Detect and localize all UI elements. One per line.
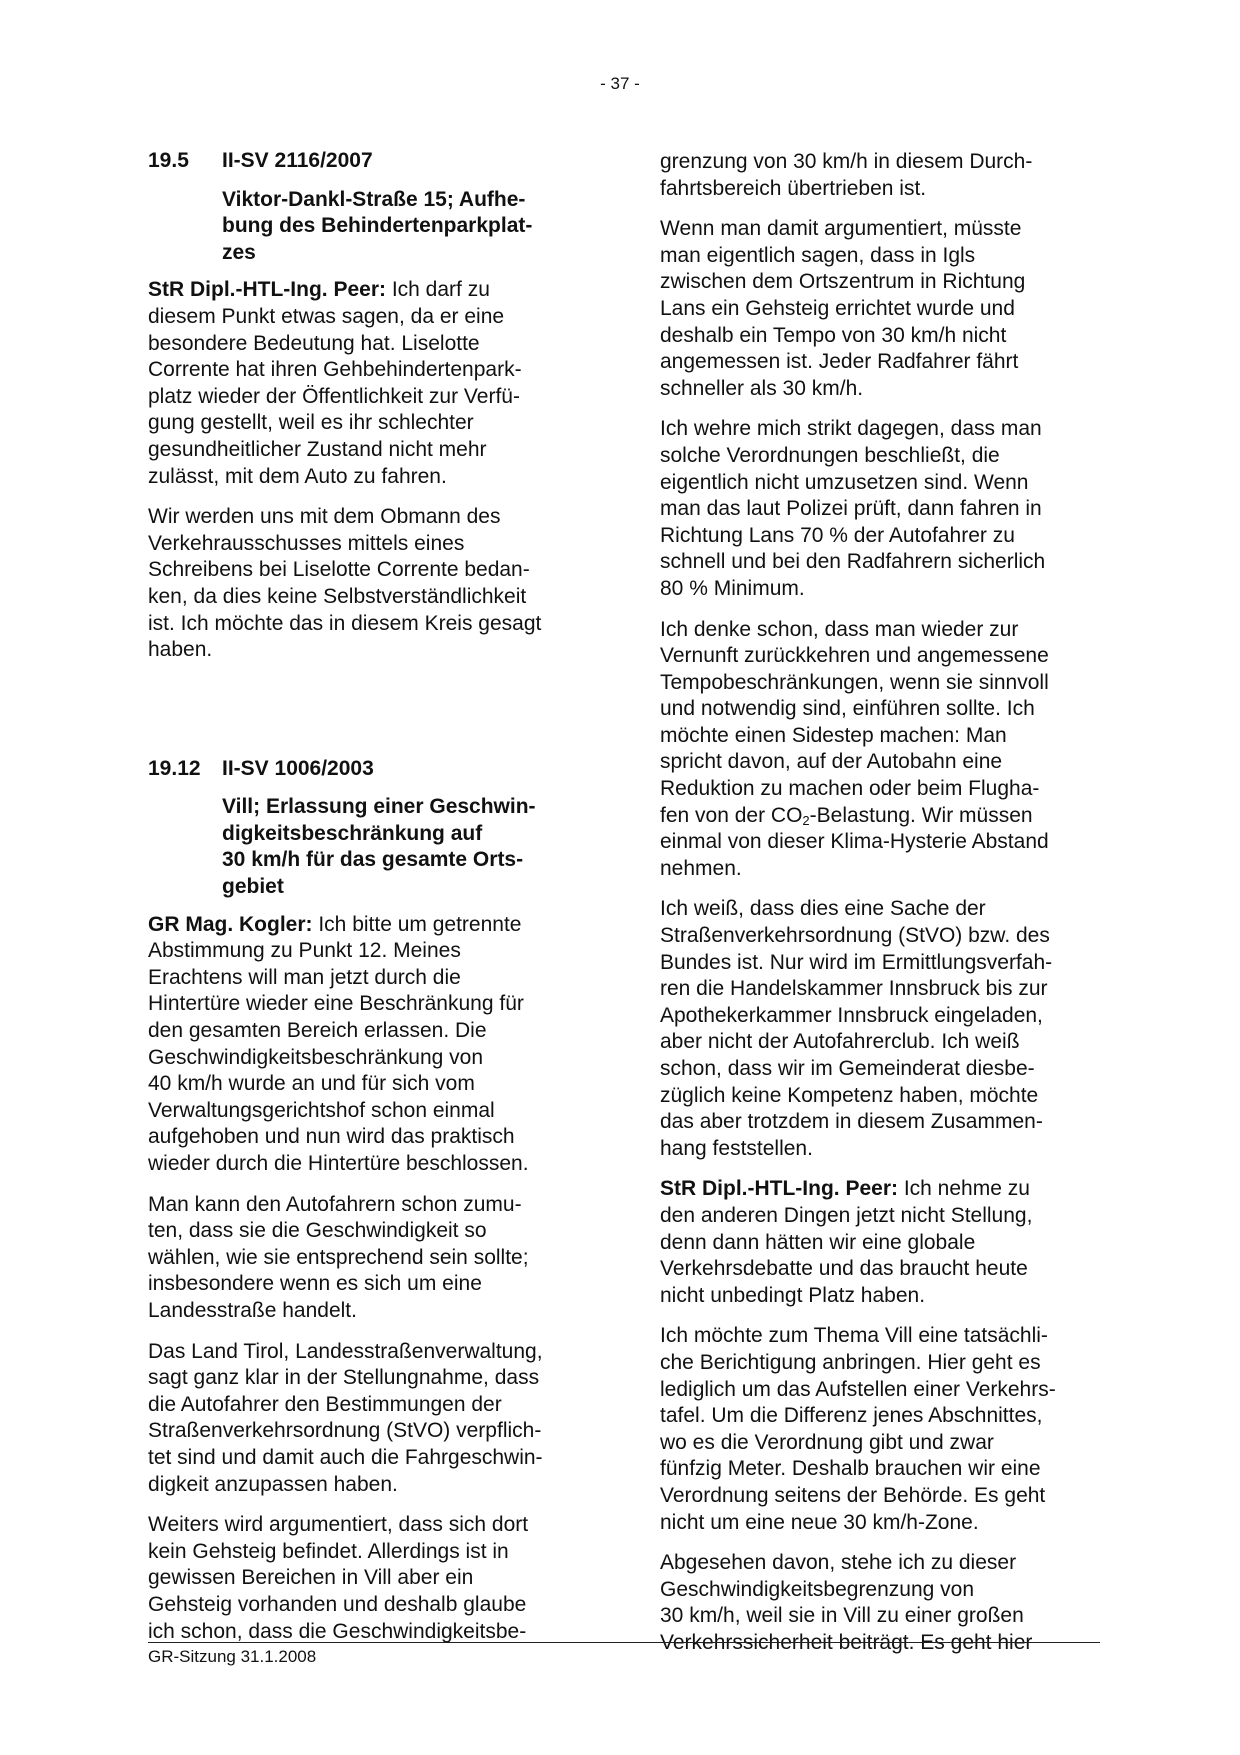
speaker-name: StR Dipl.-HTL-Ing. Peer: [148, 278, 386, 302]
text-line: ten, dass sie die Geschwindigkeit so [148, 1219, 487, 1243]
paragraph-kogler [148, 912, 583, 1178]
text-line: zulässt, mit dem Auto zu fahren. [148, 464, 447, 488]
text-line: aber nicht der Autofahrerclub. Ich weiß [660, 1030, 1020, 1054]
paragraph-peer-2 [660, 1176, 1095, 1309]
title-line: digkeitsbeschränkung auf [222, 821, 483, 845]
section-reference: II-SV 2116/2007 [222, 149, 373, 172]
right-column [660, 149, 1095, 1670]
paragraph-gehsteig [148, 1512, 583, 1645]
text-line: deshalb ein Tempo von 30 km/h nicht [660, 323, 1007, 347]
paragraph-continuation [660, 149, 1095, 202]
text-line: Man kann den Autofahrern schon zumu- [148, 1192, 522, 1216]
title-line: zes [222, 240, 256, 264]
text-line: möchte einen Sidestep machen: Man [660, 723, 1007, 747]
paragraph-autofahrer [148, 1192, 583, 1325]
section-number: 19.12 [148, 756, 201, 780]
text-line: man eigentlich sagen, dass in Igls [660, 243, 976, 267]
text-line: diesem Punkt etwas sagen, da er eine [148, 304, 505, 328]
text-line: nicht unbedingt Platz haben. [660, 1283, 926, 1307]
text-line: kein Gehsteig befindet. Allerdings ist in [148, 1539, 509, 1563]
text-line: 80 % Minimum. [660, 576, 805, 600]
text-line: Ich wehre mich strikt dagegen, dass man [660, 417, 1042, 441]
text-line: spricht davon, auf der Autobahn eine [660, 750, 1003, 774]
text-line: Wir werden uns mit dem Obmann des [148, 505, 501, 529]
footer-text: GR-Sitzung 31.1.2008 [148, 1647, 317, 1666]
text-line: Ich darf zu [386, 278, 490, 302]
text-line: Weiters wird argumentiert, dass sich dort [148, 1513, 529, 1537]
text-line: lediglich um das Aufstellen einer Verkehrs- [660, 1377, 1056, 1401]
text-line: sagt ganz klar in der Stellungnahme, dass [148, 1366, 540, 1390]
text-line: Geschwindigkeitsbegrenzung von [660, 1577, 975, 1601]
paragraph-land-tirol [148, 1339, 583, 1499]
text-line: den gesamten Bereich erlassen. Die [148, 1019, 487, 1043]
text-line: Abgesehen davon, stehe ich zu dieser [660, 1551, 1017, 1575]
text-line: tet sind und damit auch die Fahrgeschwin- [148, 1445, 543, 1469]
paragraph-obmann [148, 504, 583, 664]
text-line: wieder durch die Hintertüre beschlossen. [148, 1152, 529, 1175]
text-line: wählen, wie sie entsprechend sein sollte; [148, 1245, 529, 1269]
text-line: fahrtsbereich übertrieben ist. [660, 176, 927, 200]
paragraph-igls [660, 216, 1095, 402]
text-line: man das laut Polizei prüft, dann fahren in [660, 497, 1042, 521]
text-line: ren die Handelskammer Innsbruck bis zur [660, 977, 1048, 1001]
text-line: tafel. Um die Differenz jenes Abschnittes, [660, 1404, 1043, 1428]
speaker-name: GR Mag. Kogler: [148, 912, 313, 936]
text-line: den anderen Dingen jetzt nicht Stellung, [660, 1203, 1033, 1227]
text-line: Abstimmung zu Punkt 12. Meines [148, 939, 461, 963]
text-line: fen von der CO [660, 803, 803, 827]
text-line: solche Verordnungen beschließt, die [660, 443, 1000, 467]
text-line: Erachtens will man jetzt durch die [148, 965, 461, 989]
text-line: schneller als 30 km/h. [660, 376, 864, 400]
text-line: zwischen dem Ortszentrum in Richtung [660, 270, 1026, 294]
paragraph-vernunft [660, 617, 1095, 883]
title-line: bung des Behindertenparkplat- [222, 214, 533, 238]
text-line: Corrente hat ihren Gehbehindertenpark- [148, 358, 522, 382]
text-line: und notwendig sind, einführen sollte. Ich [660, 697, 1035, 721]
text-line: Hintertüre wieder eine Beschränkung für [148, 992, 524, 1016]
text-line: Wenn man damit argumentiert, müsste [660, 217, 1022, 241]
text-line: fünfzig Meter. Deshalb brauchen wir eine [660, 1457, 1041, 1481]
text-line: das aber trotzdem in diesem Zusammen- [660, 1110, 1043, 1134]
text-line: -Belastung. Wir müssen [809, 803, 1033, 827]
text-line: schon, dass wir im Gemeinderat diesbe- [660, 1057, 1035, 1080]
text-line: Ich möchte zum Thema Vill eine tatsächli- [660, 1324, 1048, 1348]
text-line: Das Land Tirol, Landesstraßenverwaltung, [148, 1339, 543, 1363]
text-line: die Autofahrer den Bestimmungen der [148, 1392, 502, 1416]
text-line: Vernunft zurückkehren und angemessene [660, 644, 1049, 668]
title-line: Vill; Erlassung einer Geschwin- [222, 795, 536, 819]
title-line: gebiet [222, 875, 284, 899]
text-line: Ich nehme zu [898, 1177, 1030, 1201]
text-line: Ich weiß, dass dies eine Sache der [660, 897, 986, 921]
section-title-19-5 [222, 187, 583, 267]
text-line: denn dann hätten wir eine globale [660, 1230, 976, 1254]
text-line: Geschwindigkeitsbeschränkung von [148, 1045, 484, 1069]
text-line: nehmen. [660, 856, 742, 880]
text-line: wo es die Verordnung gibt und zwar [660, 1430, 994, 1454]
footer-divider [148, 1642, 1100, 1643]
section-reference: II-SV 1006/2003 [222, 756, 374, 780]
text-line: Lans ein Gehsteig errichtet wurde und [660, 296, 1015, 320]
text-line: 30 km/h, weil sie in Vill zu einer großen [660, 1604, 1024, 1628]
text-line: Richtung Lans 70 % der Autofahrer zu [660, 523, 1015, 547]
paragraph-berichtigung [660, 1323, 1095, 1536]
text-line: grenzung von 30 km/h in diesem Durch- [660, 150, 1033, 173]
title-line: Viktor-Dankl-Straße 15; Aufhe- [222, 187, 526, 211]
text-line: ist. Ich möchte das in diesem Kreis gesagt [148, 611, 542, 635]
text-line: nicht um eine neue 30 km/h-Zone. [660, 1510, 979, 1534]
section-number: 19.5 [148, 149, 189, 172]
text-line: hang feststellen. [660, 1136, 813, 1160]
text-line: Verkehrausschusses mittels eines [148, 531, 465, 555]
text-line: gung gestellt, weil es ihr schlechter [148, 411, 474, 435]
text-line: gewissen Bereichen in Vill aber ein [148, 1566, 474, 1590]
text-line: schnell und bei den Radfahrern sicherlich [660, 550, 1046, 574]
text-line: Ich bitte um getrennte [312, 912, 522, 936]
text-line: Straßenverkehrsordnung (StVO) verpflich- [148, 1419, 542, 1443]
paragraph-stvo [660, 896, 1095, 1162]
paragraph-peer-1 [148, 277, 583, 490]
text-line: haben. [148, 638, 213, 662]
text-line: Verkehrsdebatte und das braucht heute [660, 1257, 1028, 1281]
left-column [148, 148, 583, 1659]
text-line: insbesondere wenn es sich um eine [148, 1272, 482, 1296]
text-line: Gehsteig vorhanden und deshalb glaube [148, 1592, 527, 1616]
text-line: che Berichtigung anbringen. Hier geht es [660, 1350, 1041, 1374]
paragraph-sicherheit [660, 1550, 1095, 1656]
text-line: eigentlich nicht umzusetzen sind. Wenn [660, 470, 1029, 494]
text-line: einmal von dieser Klima-Hysterie Abstand [660, 830, 1049, 854]
text-line: Landesstraße handelt. [148, 1298, 357, 1322]
section-title-19-12 [222, 794, 583, 900]
text-line: Schreibens bei Liselotte Corrente bedan- [148, 558, 530, 582]
title-line: 30 km/h für das gesamte Orts- [222, 848, 524, 872]
text-line: züglich keine Kompetenz haben, möchte [660, 1083, 1039, 1107]
text-line: Reduktion zu machen oder beim Flugha- [660, 777, 1040, 801]
text-line: Tempobeschränkungen, wenn sie sinnvoll [660, 670, 1049, 694]
text-line: Bundes ist. Nur wird im Ermittlungsverfah- [660, 950, 1053, 974]
text-line: ich schon, dass die Geschwindigkeitsbe- [148, 1619, 527, 1643]
text-line: ken, da dies keine Selbstverständlichkeit [148, 584, 527, 608]
text-line: 40 km/h wurde an und für sich vom [148, 1072, 475, 1096]
text-line: Ich denke schon, dass man wieder zur [660, 617, 1019, 641]
text-line: Verwaltungsgerichtshof schon einmal [148, 1098, 495, 1122]
subscript-2: 2 [802, 812, 810, 828]
section-heading-19-5 [148, 148, 583, 175]
text-line: Verordnung seitens der Behörde. Es geht [660, 1483, 1046, 1507]
text-line: platz wieder der Öffentlichkeit zur Verfü- [148, 384, 520, 408]
page-number: - 37 - [600, 74, 640, 93]
text-line: gesundheitlicher Zustand nicht mehr [148, 437, 487, 461]
section-heading-19-12 [148, 756, 583, 783]
text-line: besondere Bedeutung hat. Liselotte [148, 331, 480, 355]
text-line: Apothekerkammer Innsbruck eingeladen, [660, 1003, 1043, 1027]
text-line: Straßenverkehrsordnung (StVO) bzw. des [660, 924, 1050, 948]
speaker-name: StR Dipl.-HTL-Ing. Peer: [660, 1177, 898, 1201]
text-line: aufgehoben und nun wird das praktisch [148, 1125, 515, 1149]
paragraph-verordnungen [660, 416, 1095, 602]
text-line: digkeit anzupassen haben. [148, 1472, 398, 1496]
text-line: angemessen ist. Jeder Radfahrer fährt [660, 350, 1019, 374]
text-line: Verkehrssicherheit beiträgt. Es geht hier [660, 1630, 1033, 1654]
